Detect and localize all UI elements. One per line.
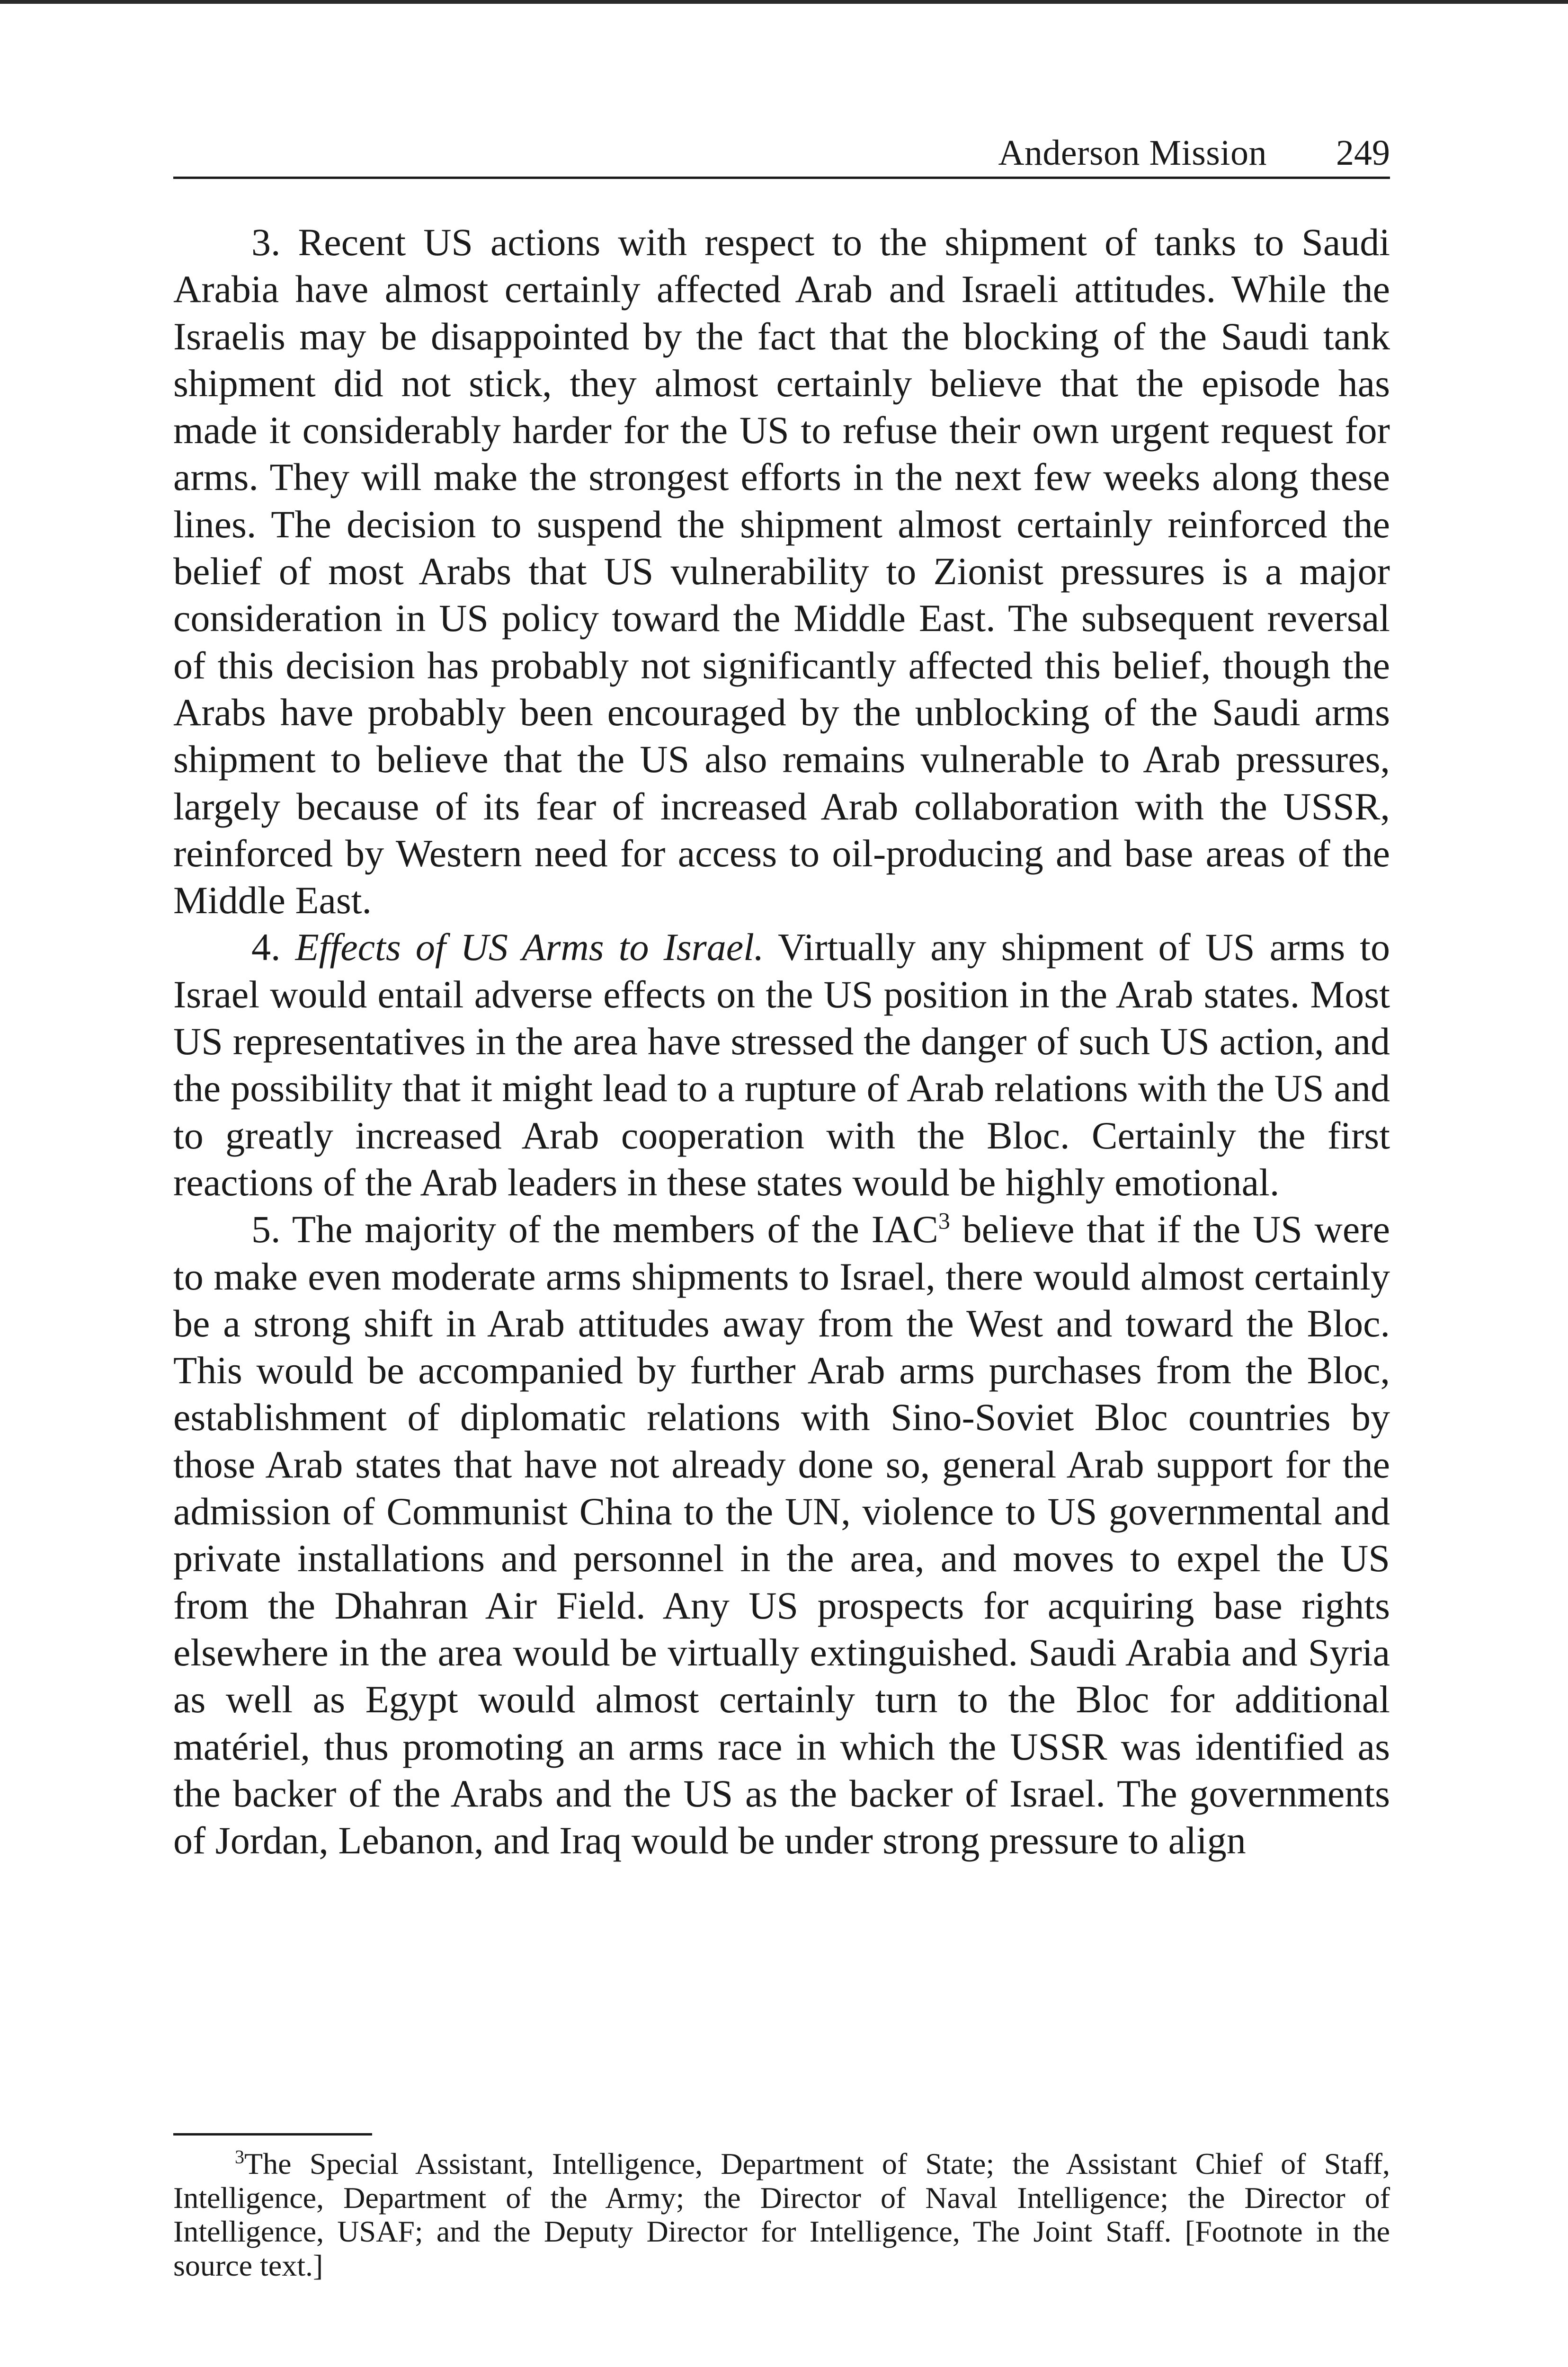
footnote-divider xyxy=(173,2133,372,2136)
running-title: Anderson Mission xyxy=(998,133,1267,173)
page-number: 249 xyxy=(1336,133,1390,173)
paragraph-4-heading: Effects of US Arms to Israel. xyxy=(295,925,764,969)
footnote-marker: 3 xyxy=(235,2146,244,2168)
scan-top-edge xyxy=(0,0,1568,4)
page-header xyxy=(173,127,1390,179)
footnote-reference[interactable]: 3 xyxy=(938,1207,950,1234)
paragraph-5 xyxy=(173,1206,1390,1864)
paragraph-4-text: Virtually any shipment of US arms to Israel would entail adverse effects on the US position in the Arab states. Most US representatives in the area have stressed the danger of such US action, and the possibility that it might lead to a rupture of Arab relations with the US and to greatly increased Arab cooperation with the Bloc. Certainly the first reactions of the Arab leaders in these states would be highly emotional. xyxy=(173,925,1390,1204)
main-text xyxy=(173,219,1390,1864)
footnote xyxy=(173,2147,1390,2282)
paragraph-4 xyxy=(173,924,1390,1206)
paragraph-4-number: 4. xyxy=(251,925,281,969)
paragraph-3-text: 3. Recent US actions with respect to the shipment of tanks to Saudi Arabia have almost certainly affected Arab and Israeli attitudes. While the Israelis may be disappointed by the fact that the blocking of the Saudi tank shipment did not stick, they almost certainly believe that the episode has made it considerably harder for the US to refuse their own urgent request for arms. They will make the strongest efforts in the next few weeks along these lines. The decision to suspend the shipment almost certainly reinforced the belief of most Arabs that US vulnerability to Zionist pressures is a major consideration in US policy toward the Middle East. The subsequent reversal of this decision has probably not significantly affected this belief, though the Arabs have probably been encouraged by the unblocking of the Saudi arms shipment to believe that the US also remains vulnerable to Arab pressures, largely because of its fear of increased Arab collaboration with the USSR, reinforced by Western need for access to oil-producing and base areas of the Middle East. xyxy=(173,221,1390,922)
footnote-paragraph xyxy=(173,2147,1390,2282)
footnote-text: The Special Assistant, Intelligence, Department of State; the Assistant Chief of Staff, Intelligence, Department of the Army; the Director of Naval Intelligence; the Director of Intelligence, USAF; and the Deputy Director for Intelligence, The Joint Staff. [Footnote in the source text.] xyxy=(173,2147,1390,2282)
paragraph-5-lead: 5. The majority of the members of the IAC xyxy=(251,1208,938,1251)
paragraph-5-text: believe that if the US were to make even moderate arms shipments to Israel, there would almost certainly be a strong shift in Arab attitudes away from the West and toward the Bloc. This would be accompanied by further Arab arms purchases from the Bloc, establishment of diplomatic relations with Sino-Soviet Bloc countries by those Arab states that have not already done so, general Arab support for the admission of Communist China to the UN, violence to US governmental and private installations and personnel in the area, and moves to expel the US from the Dhahran Air Field. Any US prospects for acquiring base rights elsewhere in the area would be virtually extinguished. Saudi Arabia and Syria as well as Egypt would almost certainly turn to the Bloc for additional matériel, thus promoting an arms race in which the USSR was identified as the backer of the Arabs and the US as the backer of Israel. The governments of Jordan, Lebanon, and Iraq would be under strong pressure to align xyxy=(173,1208,1390,1862)
paragraph-3 xyxy=(173,219,1390,924)
